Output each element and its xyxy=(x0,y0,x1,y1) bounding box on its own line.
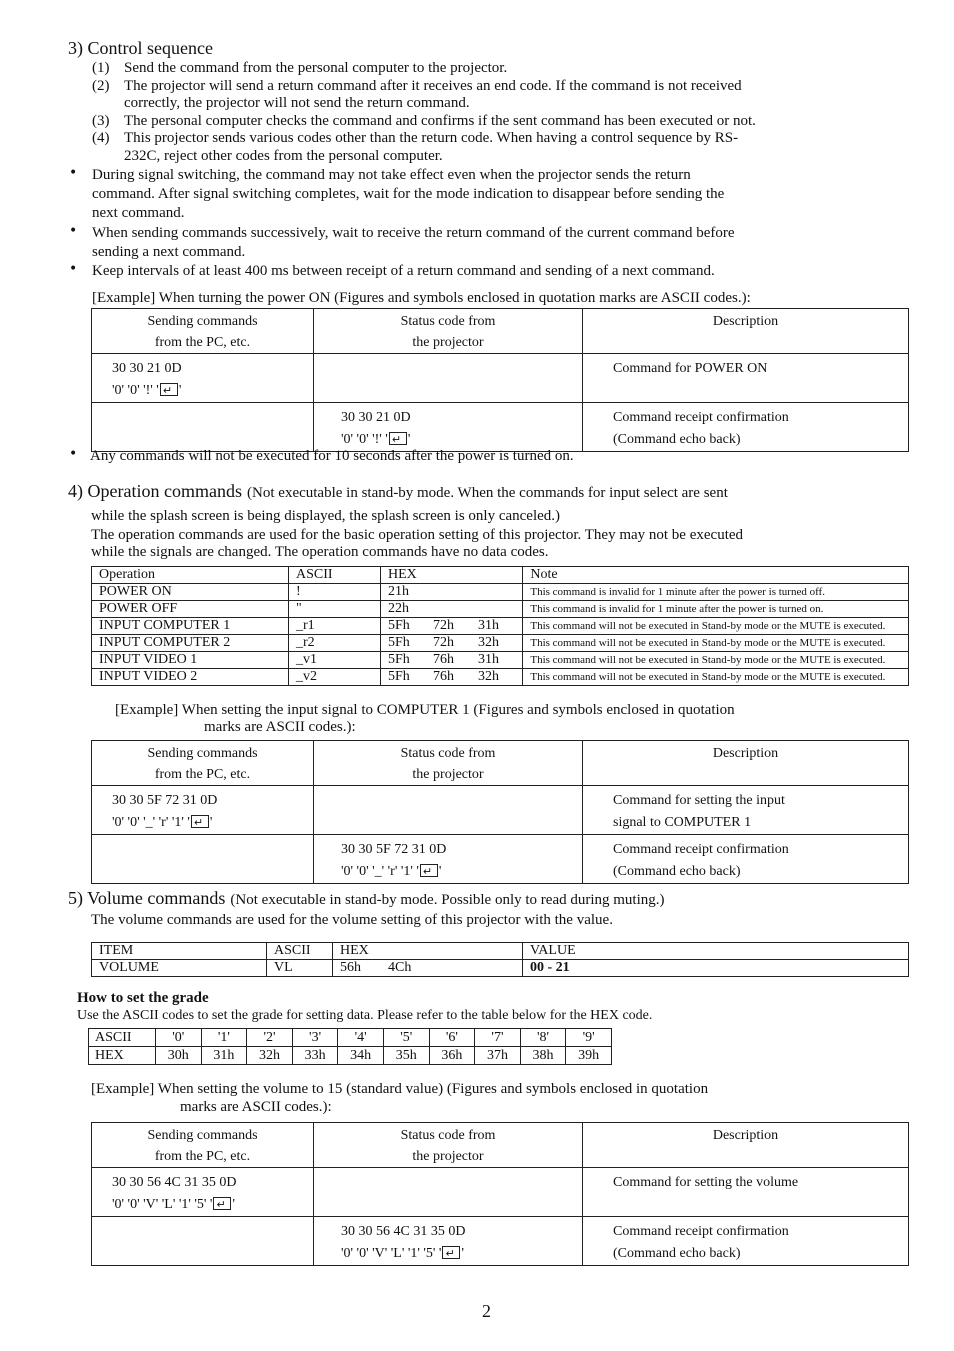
list-item-2-num: (2) xyxy=(92,78,110,94)
table-row xyxy=(92,584,909,601)
vol-item: VOLUME xyxy=(92,960,267,977)
volume-example-table xyxy=(91,1122,909,1266)
bullet-1-line-2: command. After signal switching completes, wait for the mode indication to disappear before sending the xyxy=(92,186,725,202)
bullet-3-line-1: Keep intervals of at least 400 ms between receipt of a return command and sending of a next command. xyxy=(92,263,715,279)
section-4-desc-2: while the signals are changed. The operation commands have no data codes. xyxy=(91,544,549,560)
description-cell: Command for POWER ON xyxy=(583,354,909,403)
sending-cell xyxy=(92,403,314,452)
page-number: 2 xyxy=(482,1301,491,1321)
example-power-on: [Example] When turning the power ON (Figures and symbols enclosed in quotation marks are ASCII codes.): xyxy=(92,290,751,306)
example-input-computer-1-cont: marks are ASCII codes.): xyxy=(204,719,356,735)
op-hex: 21h xyxy=(381,584,523,601)
bullet-1-line-1: During signal switching, the command may not take effect even when the projector sends the return xyxy=(92,167,691,183)
section-4-title-note-2: while the splash screen is being displayed, the splash screen is only canceled.) xyxy=(91,508,561,524)
section-4-heading xyxy=(68,481,728,502)
list-item-2: The projector will send a return command after it receives an end code. If the command is not received xyxy=(124,78,742,94)
grade-hex-label: HEX xyxy=(89,1047,156,1065)
sending-cell: 30 30 5F 72 31 0D '0' '0' '_' 'r' '1' '↵ ' xyxy=(92,786,314,835)
enter-key-icon xyxy=(442,1246,460,1259)
sending-cell: 30 30 21 0D '0' '0' '!' '↵ ' xyxy=(92,354,314,403)
bullet-1-line-3: next command. xyxy=(92,205,185,221)
description-cell: Command receipt confirmation (Command echo back) xyxy=(583,835,909,884)
bullet-icon: • xyxy=(69,261,78,277)
vol-header: VALUE xyxy=(523,943,909,960)
header-description: Description xyxy=(583,1123,909,1168)
section-4-title: 4) Operation commands xyxy=(68,481,242,501)
header-sending: Sending commands from the PC, etc. xyxy=(92,1123,314,1168)
op-header: ASCII xyxy=(289,567,381,584)
sending-cell: 30 30 56 4C 31 35 0D '0' '0' 'V' 'L' '1' '5' '↵ ' xyxy=(92,1168,314,1217)
vol-header: ASCII xyxy=(267,943,333,960)
header-sending: Sending commands from the PC, etc. xyxy=(92,309,314,354)
description-cell: Command for setting the volume xyxy=(583,1168,909,1217)
sending-cell xyxy=(92,835,314,884)
bullet-2-line-2: sending a next command. xyxy=(92,244,246,260)
op-note: This command is invalid for 1 minute after the power is turned off. xyxy=(523,584,909,601)
vol-hex: 56h 4Ch xyxy=(333,960,523,977)
enter-key-icon xyxy=(420,864,438,877)
table-row xyxy=(92,601,909,618)
example-volume-cont: marks are ASCII codes.): xyxy=(180,1099,332,1115)
bullet-2-line-1: When sending commands successively, wait to receive the return command of the current command before xyxy=(92,225,735,241)
bullet-icon: • xyxy=(69,446,78,462)
status-cell: 30 30 56 4C 31 35 0D '0' '0' 'V' 'L' '1' '5' '↵ ' xyxy=(314,1217,583,1266)
op-hex: 5Fh 76h 31h xyxy=(381,652,523,669)
op-ascii: _r2 xyxy=(289,635,381,652)
op-ascii: ! xyxy=(289,584,381,601)
op-hex: 22h xyxy=(381,601,523,618)
bullet-icon: • xyxy=(69,165,78,181)
op-note: This command will not be executed in Stand-by mode or the MUTE is executed. xyxy=(523,669,909,686)
section-4-title-note: (Not executable in stand-by mode. When the commands for input select are sent xyxy=(247,485,728,501)
bullet-icon: • xyxy=(69,223,78,239)
status-cell xyxy=(314,786,583,835)
header-sending: Sending commands from the PC, etc. xyxy=(92,741,314,786)
section-4-desc-1: The operation commands are used for the basic operation setting of this projector. They may not be executed xyxy=(91,527,744,543)
section-5-title: 5) Volume commands xyxy=(68,888,226,908)
status-cell: 30 30 5F 72 31 0D '0' '0' '_' 'r' '1' '↵ ' xyxy=(314,835,583,884)
operation-commands-table xyxy=(91,566,909,686)
vol-ascii: VL xyxy=(267,960,333,977)
enter-key-icon xyxy=(160,383,178,396)
header-status: Status code from the projector xyxy=(314,309,583,354)
table-row xyxy=(92,960,909,977)
op-hex: 5Fh 72h 31h xyxy=(381,618,523,635)
header-description: Description xyxy=(583,741,909,786)
enter-key-icon xyxy=(213,1197,231,1210)
vol-header: ITEM xyxy=(92,943,267,960)
op-ascii: _r1 xyxy=(289,618,381,635)
description-cell: Command receipt confirmation (Command echo back) xyxy=(583,403,909,452)
op-note: This command will not be executed in Stand-by mode or the MUTE is executed. xyxy=(523,618,909,635)
enter-key-icon xyxy=(389,432,407,445)
list-item-3-num: (3) xyxy=(92,113,110,129)
section-5-heading xyxy=(68,888,665,909)
vol-value: 00 - 21 xyxy=(523,960,909,977)
example-volume: [Example] When setting the volume to 15 (standard value) (Figures and symbols enclosed in quotation xyxy=(91,1081,709,1097)
list-item-4-num: (4) xyxy=(92,130,110,146)
op-hex: 5Fh 72h 32h xyxy=(381,635,523,652)
op-name: INPUT COMPUTER 2 xyxy=(92,635,289,652)
header-status: Status code from the projector xyxy=(314,741,583,786)
op-ascii: _v1 xyxy=(289,652,381,669)
section-3-title: 3) Control sequence xyxy=(68,38,213,58)
section-5-title-note: (Not executable in stand-by mode. Possible only to read during muting.) xyxy=(230,892,665,908)
list-item-4: This projector sends various codes other than the return code. When having a control sequence by RS- xyxy=(124,130,739,146)
grade-table: ASCII '0' '1' '2' '3' '4' '5' '6' '7' '8' '9' HEX 30h 31h 32h 33h 34h 35h 36h 37h 38h 39h xyxy=(88,1028,612,1065)
input-computer-example-table xyxy=(91,740,909,884)
table-row xyxy=(92,669,909,686)
vol-header: HEX xyxy=(333,943,523,960)
op-name: POWER OFF xyxy=(92,601,289,618)
table-row xyxy=(92,635,909,652)
op-ascii: " xyxy=(289,601,381,618)
op-note: This command will not be executed in Stand-by mode or the MUTE is executed. xyxy=(523,652,909,669)
sending-cell xyxy=(92,1217,314,1266)
description-cell: Command for setting the input signal to COMPUTER 1 xyxy=(583,786,909,835)
op-name: POWER ON xyxy=(92,584,289,601)
grade-desc: Use the ASCII codes to set the grade for setting data. Please refer to the table below for the HEX code. xyxy=(77,1008,653,1023)
status-cell: 30 30 21 0D '0' '0' '!' '↵ ' xyxy=(314,403,583,452)
op-ascii: _v2 xyxy=(289,669,381,686)
op-header: Operation xyxy=(92,567,289,584)
grade-title: How to set the grade xyxy=(77,990,209,1006)
op-name: INPUT COMPUTER 1 xyxy=(92,618,289,635)
example-input-computer-1: [Example] When setting the input signal to COMPUTER 1 (Figures and symbols enclosed in quotation xyxy=(115,702,735,718)
description-cell: Command receipt confirmation (Command echo back) xyxy=(583,1217,909,1266)
list-item-1: Send the command from the personal computer to the projector. xyxy=(124,60,508,76)
section-5-desc: The volume commands are used for the volume setting of this projector with the value. xyxy=(91,912,613,928)
status-cell xyxy=(314,1168,583,1217)
enter-key-icon xyxy=(191,815,209,828)
power-on-example-table xyxy=(91,308,909,452)
list-item-4-cont: 232C, reject other codes from the personal computer. xyxy=(124,148,443,164)
op-header: HEX xyxy=(381,567,523,584)
table-row xyxy=(92,652,909,669)
header-description: Description xyxy=(583,309,909,354)
volume-command-table xyxy=(91,942,909,977)
grade-ascii-label: ASCII xyxy=(89,1029,156,1047)
op-hex: 5Fh 76h 32h xyxy=(381,669,523,686)
op-name: INPUT VIDEO 1 xyxy=(92,652,289,669)
op-note: This command will not be executed in Stand-by mode or the MUTE is executed. xyxy=(523,635,909,652)
power-on-note: Any commands will not be executed for 10 seconds after the power is turned on. xyxy=(90,448,574,464)
op-header: Note xyxy=(523,567,909,584)
op-note: This command is invalid for 1 minute after the power is turned on. xyxy=(523,601,909,618)
list-item-2-cont: correctly, the projector will not send the return command. xyxy=(124,95,470,111)
header-status: Status code from the projector xyxy=(314,1123,583,1168)
table-row xyxy=(92,618,909,635)
op-name: INPUT VIDEO 2 xyxy=(92,669,289,686)
status-cell xyxy=(314,354,583,403)
list-item-3: The personal computer checks the command and confirms if the sent command has been executed or not. xyxy=(124,113,756,129)
list-item-1-num: (1) xyxy=(92,60,110,76)
